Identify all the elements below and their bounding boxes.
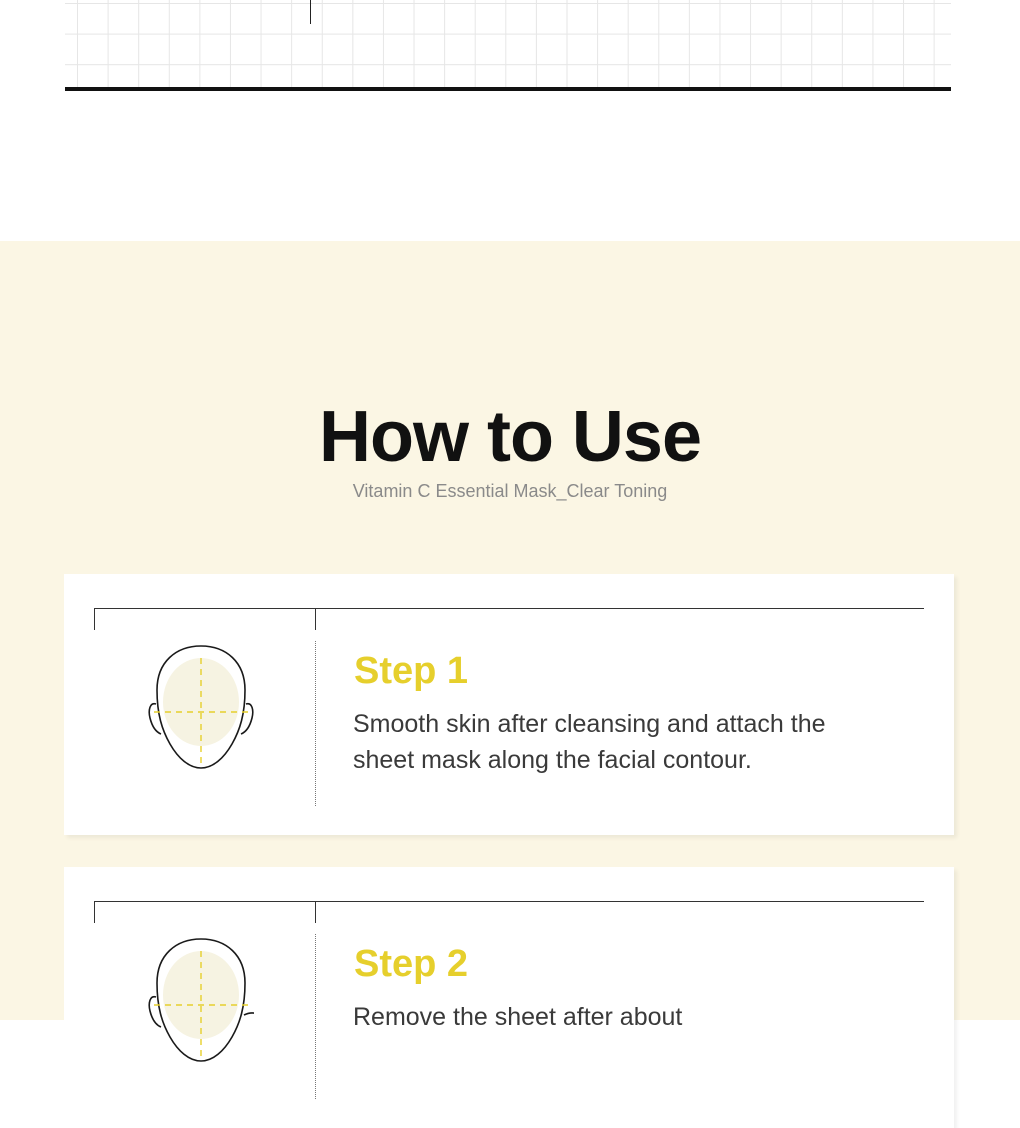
step-label: Step 2 — [354, 943, 469, 985]
card-top-rule — [94, 608, 924, 609]
card-rule-tick — [94, 901, 95, 923]
grid-background — [65, 0, 951, 88]
grid-marker-line — [310, 0, 311, 24]
card-top-rule — [94, 901, 924, 902]
face-mask-icon — [148, 935, 254, 1065]
section-title: How to Use — [318, 397, 702, 477]
previous-section — [0, 0, 1020, 241]
card-rule-tick — [94, 608, 95, 630]
step-description: Remove the sheet after about — [353, 1003, 683, 1031]
step-card-2 — [64, 867, 954, 1128]
step-card-1 — [64, 574, 954, 835]
step-label: Step 1 — [354, 650, 469, 692]
card-divider — [315, 934, 316, 1099]
card-divider — [315, 641, 316, 806]
card-rule-tick — [315, 608, 316, 630]
step-description: Smooth skin after cleansing and attach the sheet mask along the facial contour. — [353, 710, 826, 774]
face-mask-icon — [148, 642, 254, 772]
card-rule-tick — [315, 901, 316, 923]
grid-baseline — [65, 87, 951, 91]
section-subtitle: Vitamin C Essential Mask_Clear Toning — [352, 481, 668, 501]
